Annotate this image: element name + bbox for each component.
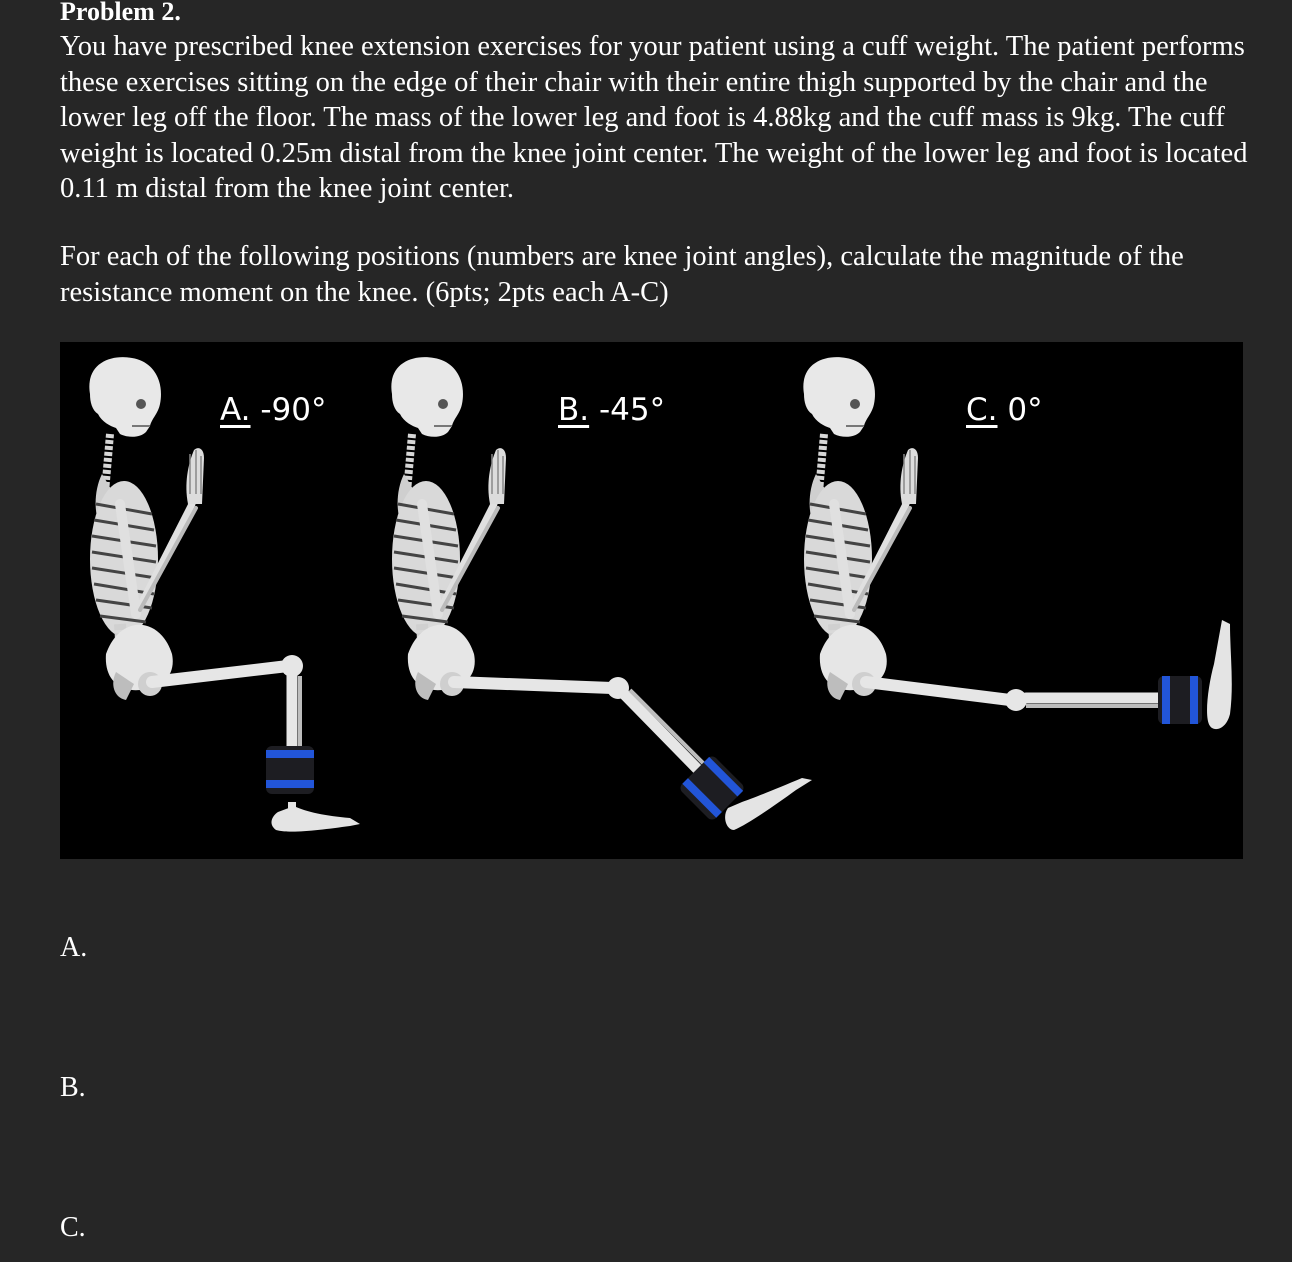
problem-question: For each of the following positions (numbers are knee joint angles), calculate the magnitude of the resistance moment on the knee. (6pts; 2pts each A-C)	[60, 241, 1184, 308]
problem-title: Problem 2.	[60, 0, 181, 26]
skeleton-figure	[60, 342, 1243, 859]
pose-label-b: B. -45°	[558, 392, 666, 428]
problem-description: You have prescribed knee extension exercises for your patient using a cuff weight. The patient performs these exercises sitting on the edge of their chair with their entire thigh supported by the chair and the lower leg off the floor. The mass of the lower leg and foot is 4.88kg and the cuff mass is 9kg. The cuff weight is located 0.25m distal from the knee joint center. The weight of the lower leg and foot is located 0.11 m distal from the knee joint center.	[60, 31, 1248, 204]
answer-label-c: C.	[60, 1212, 86, 1243]
pose-label-a: A. -90°	[220, 392, 327, 428]
answer-label-b: B.	[60, 1072, 86, 1103]
skeleton-pose-b	[391, 357, 812, 830]
answer-label-a: A.	[60, 932, 88, 963]
skeleton-pose-a	[89, 357, 360, 831]
pose-label-c: C. 0°	[966, 392, 1043, 428]
